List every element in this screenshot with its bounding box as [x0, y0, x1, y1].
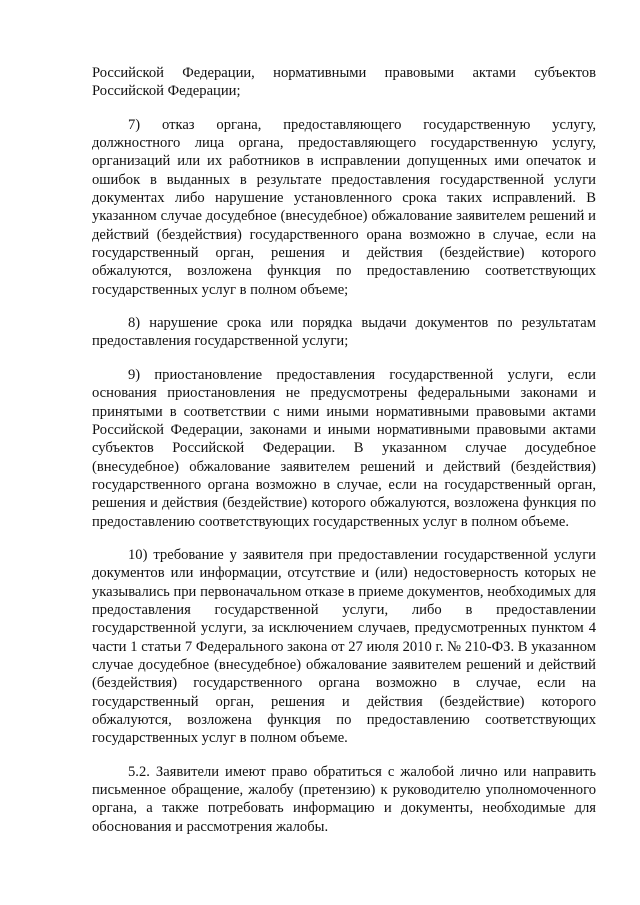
document-body	[92, 64, 596, 836]
paragraph-item-7: 7) отказ органа, предоставляющего государственную услугу, должностного лица органа, предоставляющего государственную услугу, организаций или их работников в исправлении допущенных ими опечаток и ошибок в выданных в результате предоставления государственной услуги документах либо нарушение установленного срока таких исправлений. В указанном случае досудебное (внесудебное) обжалование заявителем решений и действий (бездействия) государственного орана возможно в случае, если на государственный орган, решения и действия (бездействие) которого обжалуются, возложена функция по предоставлению соответствующих государственных услуг в полном объеме;	[92, 116, 596, 298]
paragraph-item-8: 8) нарушение срока или порядка выдачи документов по результатам предоставления государственной услуги;	[92, 315, 596, 350]
paragraph-item-9: 9) приостановление предоставления государственной услуги, если основания приостановления не предусмотрены федеральными законами и принятыми в соответствии с ними иными нормативными правовыми актами Российской Федерации, законами и иными нормативными правовыми актами субъектов Российской Федерации. В указанном случае досудебное (внесудебное) обжалование заявителем решений и действий (бездействия) государственного органа возможно в случае, если на государственный орган, решения и действия (бездействие) которого обжалуются, возложена функция по предоставлению соответствующих государственных услуг в полном объеме.	[92, 366, 596, 530]
paragraph-item-10: 10) требование у заявителя при предоставлении государственной услуги документов или информации, отсутствие и (или) недостоверность которых не указывались при первоначальном отказе в приеме документов, необходимых для предоставления государственной услуги, либо в предоставлении государственной услуги, за исключением случаев, предусмотренных пунктом 4 части 1 статьи 7 Федерального закона от 27 июля 2010 г. № 210-ФЗ. В указанном случае досудебное (внесудебное) обжалование заявителем решений и действий (бездействия) государственного органа возможно в случае, если на государственный орган, решения и действия (бездействие) которого обжалуются, возложена функция по предоставлению соответствующих государственных услуг в полном объеме.	[92, 546, 596, 747]
paragraph-section-5-2: 5.2. Заявители имеют право обратиться с жалобой лично или направить письменное обращение, жалобу (претензию) к руководителю уполномоченного органа, а также потребовать информацию и документы, необходимые для обоснования и рассмотрения жалобы.	[92, 763, 596, 835]
paragraph-continuation: Российской Федерации, нормативными правовыми актами субъектов Российской Федерации;	[92, 65, 596, 100]
